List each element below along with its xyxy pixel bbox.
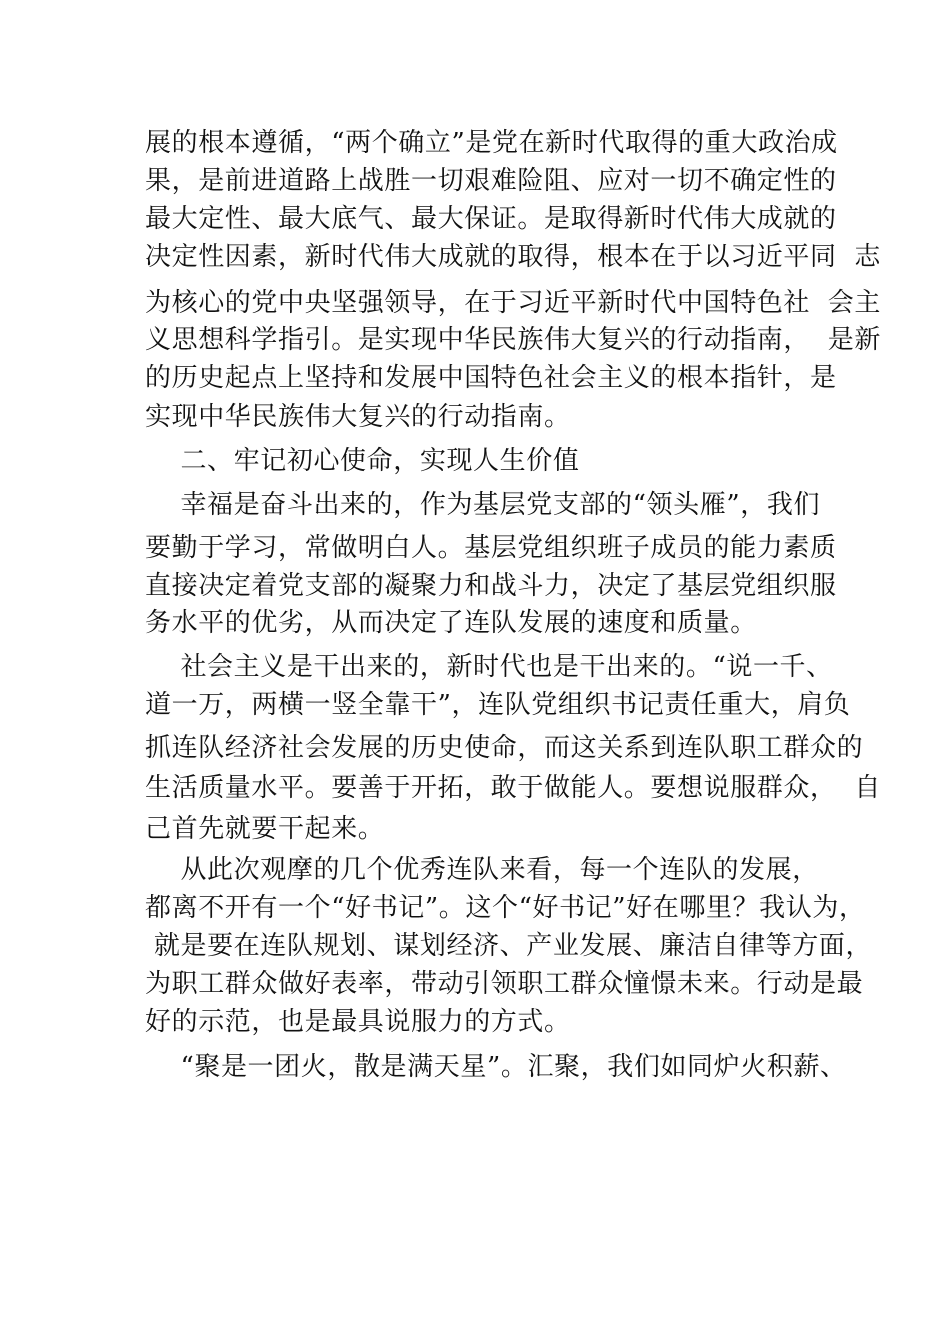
paragraph-line: 为职工群众做好表率，带动引领职工群众憧憬未来。行动是最 — [145, 969, 864, 999]
paragraph-line: 道一万，两横一竖全靠干”，连队党组织书记责任重大，肩负 — [145, 690, 851, 720]
paragraph-line: 展的根本遵循，“两个确立”是党在新时代取得的重大政治成 — [145, 128, 838, 158]
section-heading: 二、牢记初心使命，实现人生价值 — [145, 446, 580, 476]
paragraph-line: 最大定性、最大底气、最大保证。是取得新时代伟大成就的 — [145, 204, 837, 234]
paragraph-line: 都离不开有一个“好书记”。这个“好书记”好在哪里？我认为， — [145, 893, 866, 923]
paragraph-line: 己首先就要干起来。 — [145, 814, 385, 844]
paragraph-line: 直接决定着党支部的凝聚力和战斗力，决定了基层党组织服 — [145, 571, 837, 601]
paragraph-line: 幸福是奋斗出来的，作为基层党支部的“领头雁”，我们 — [145, 490, 821, 520]
paragraph-line: 好的示范，也是最具说服力的方式。 — [145, 1007, 571, 1037]
paragraph-line: 务水平的优劣，从而决定了连队发展的速度和质量。 — [145, 608, 757, 638]
paragraph-line: 的历史起点上坚持和发展中国特色社会主义的根本指针，是 — [145, 363, 837, 393]
paragraph-line: 生活质量水平。要善于开拓，敢于做能人。要想说服群众， 自 — [145, 773, 881, 803]
paragraph-line: 实现中华民族伟大复兴的行动指南。 — [145, 402, 571, 432]
paragraph-line: 就是要在连队规划、谋划经济、产业发展、廉洁自律等方面， — [145, 931, 873, 961]
paragraph-line: 为核心的党中央坚强领导，在于习近平新时代中国特色社 会主 — [145, 288, 881, 318]
paragraph-line: 决定性因素，新时代伟大成就的取得，根本在于以习近平同 志 — [145, 242, 881, 272]
paragraph-line: 果，是前进道路上战胜一切艰难险阻、应对一切不确定性的 — [145, 166, 837, 196]
paragraph-line: “聚是一团火，散是满天星”。汇聚，我们如同炉火积薪、 — [145, 1052, 847, 1082]
paragraph-line: 社会主义是干出来的，新时代也是干出来的。“说一千、 — [145, 652, 833, 682]
paragraph-line: 抓连队经济社会发展的历史使命，而这关系到连队职工群众的 — [145, 733, 864, 763]
paragraph-line: 义思想科学指引。是实现中华民族伟大复兴的行动指南， 是新 — [145, 325, 881, 355]
paragraph-line: 从此次观摩的几个优秀连队来看，每一个连队的发展， — [145, 855, 819, 885]
paragraph-line: 要勤于学习，常做明白人。基层党组织班子成员的能力素质 — [145, 533, 837, 563]
